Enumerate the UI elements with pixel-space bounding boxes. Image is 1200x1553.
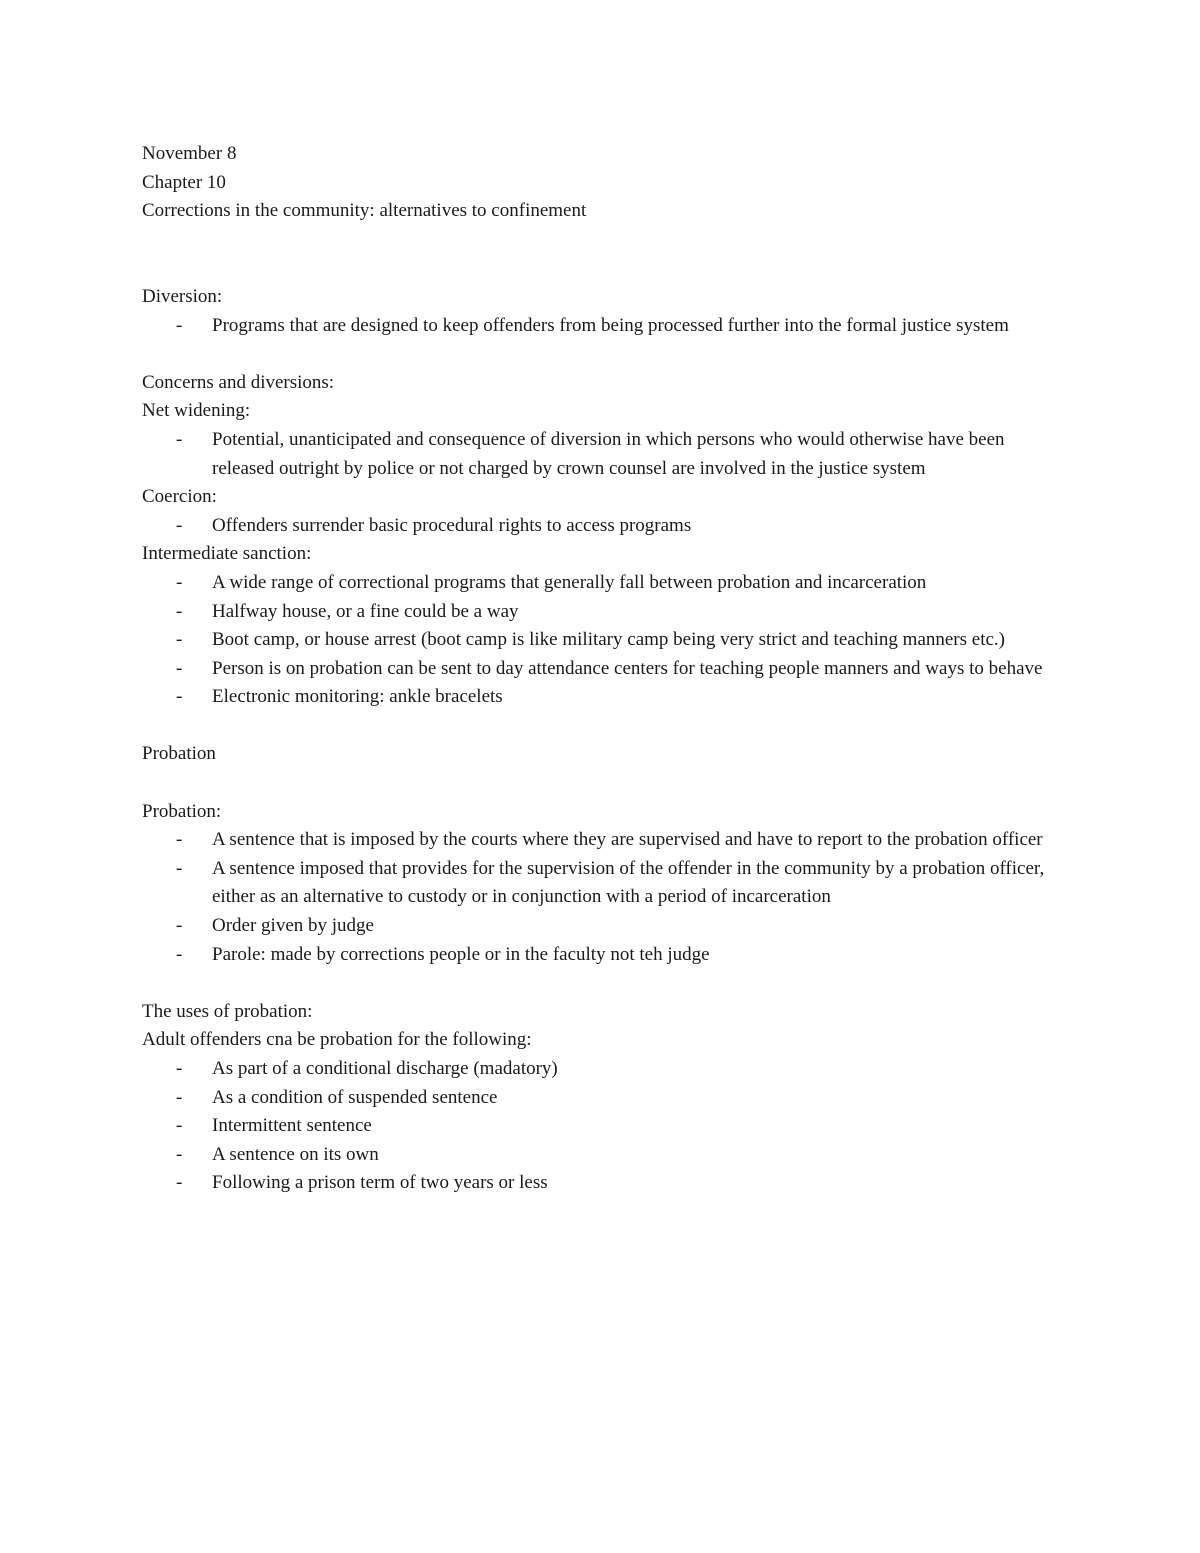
list-item-text: Intermittent sentence: [212, 1115, 372, 1137]
spacer: [142, 340, 1062, 369]
document-body: [142, 140, 1062, 1198]
list-item: [142, 826, 1062, 855]
bullet-dash: -: [176, 428, 183, 450]
list-item-text: Potential, unanticipated and consequence of diversion in which persons who would otherwise have been released outright by police or not charged by crown counsel are involved in the justice system: [212, 428, 1005, 479]
list-item: [142, 1055, 1062, 1084]
list-item-text: Electronic monitoring: ankle bracelets: [212, 686, 503, 708]
chapter-label: Chapter 10: [142, 171, 226, 193]
list-item: [142, 1141, 1062, 1170]
spacer: [142, 769, 1062, 798]
list-item: [142, 1084, 1062, 1113]
list-item-text: A wide range of correctional programs that generally fall between probation and incarceration: [212, 571, 927, 593]
bullet-dash: -: [176, 1058, 183, 1079]
list-item-text: A sentence on its own: [212, 1143, 379, 1165]
list-item: [142, 855, 1062, 912]
list-item: [142, 598, 1062, 627]
bullet-dash: -: [176, 600, 183, 622]
list-item-text: Boot camp, or house arrest (boot camp is like military camp being very strict and teaching manners etc.): [212, 629, 1005, 651]
chapter-title: Corrections in the community: alternatives to confinement: [142, 200, 587, 222]
list-item: [142, 512, 1062, 541]
bullet-dash: -: [176, 571, 183, 593]
intermediate-sanction-heading: Intermediate sanction:: [142, 543, 312, 565]
bullet-dash: -: [176, 1086, 183, 1108]
diversion-list: [142, 312, 1062, 341]
list-item-text: Parole: made by corrections people or in the faculty not teh judge: [212, 943, 710, 965]
list-item-text: Person is on probation can be sent to day attendance centers for teaching people manners and ways to behave: [212, 657, 1043, 679]
note-date: November 8: [142, 143, 237, 164]
spacer: [142, 712, 1062, 741]
uses-heading: The uses of probation:: [142, 1000, 313, 1022]
list-item-text: A sentence imposed that provides for the supervision of the offender in the community by a probation officer, either as an alternative to custody or in conjunction with a period of incarceration: [212, 857, 1045, 908]
bullet-dash: -: [176, 1115, 183, 1137]
list-item-text: A sentence that is imposed by the courts where they are supervised and have to report to the probation officer: [212, 829, 1043, 851]
list-item: [142, 655, 1062, 684]
bullet-dash: -: [176, 629, 183, 651]
list-item: [142, 683, 1062, 712]
list-item-text: Following a prison term of two years or less: [212, 1172, 548, 1194]
list-item: [142, 569, 1062, 598]
bullet-dash: -: [176, 314, 183, 336]
bullet-dash: -: [176, 686, 183, 708]
list-item-text: Halfway house, or a fine could be a way: [212, 600, 519, 622]
uses-list: [142, 1055, 1062, 1198]
bullet-dash: -: [176, 514, 183, 536]
list-item-text: Order given by judge: [212, 915, 374, 937]
spacer: [142, 969, 1062, 998]
list-item: [142, 1169, 1062, 1198]
coercion-heading: Coercion:: [142, 486, 217, 508]
probation-heading: Probation:: [142, 800, 222, 822]
uses-subheading: Adult offenders cna be probation for the following:: [142, 1029, 532, 1051]
bullet-dash: -: [176, 657, 183, 679]
bullet-dash: -: [176, 857, 183, 879]
bullet-dash: -: [176, 1172, 183, 1194]
coercion-list: [142, 512, 1062, 541]
probation-section-title: Probation: [142, 743, 216, 765]
probation-list: [142, 826, 1062, 969]
spacer: [142, 226, 1062, 283]
bullet-dash: -: [176, 943, 183, 965]
concerns-heading: Concerns and diversions:: [142, 371, 335, 393]
list-item-text: Programs that are designed to keep offenders from being processed further into the formal justice system: [212, 314, 1009, 336]
bullet-dash: -: [176, 829, 183, 851]
list-item: [142, 912, 1062, 941]
net-widening-heading: Net widening:: [142, 400, 251, 422]
list-item: [142, 426, 1062, 483]
list-item-text: As part of a conditional discharge (madatory): [212, 1058, 558, 1079]
list-item: [142, 312, 1062, 341]
bullet-dash: -: [176, 915, 183, 937]
list-item: [142, 1112, 1062, 1141]
net-widening-list: [142, 426, 1062, 483]
list-item-text: As a condition of suspended sentence: [212, 1086, 498, 1108]
list-item: [142, 626, 1062, 655]
diversion-heading: Diversion:: [142, 285, 223, 307]
list-item: [142, 941, 1062, 970]
intermediate-sanction-list: [142, 569, 1062, 712]
bullet-dash: -: [176, 1143, 183, 1165]
list-item-text: Offenders surrender basic procedural rights to access programs: [212, 514, 692, 536]
